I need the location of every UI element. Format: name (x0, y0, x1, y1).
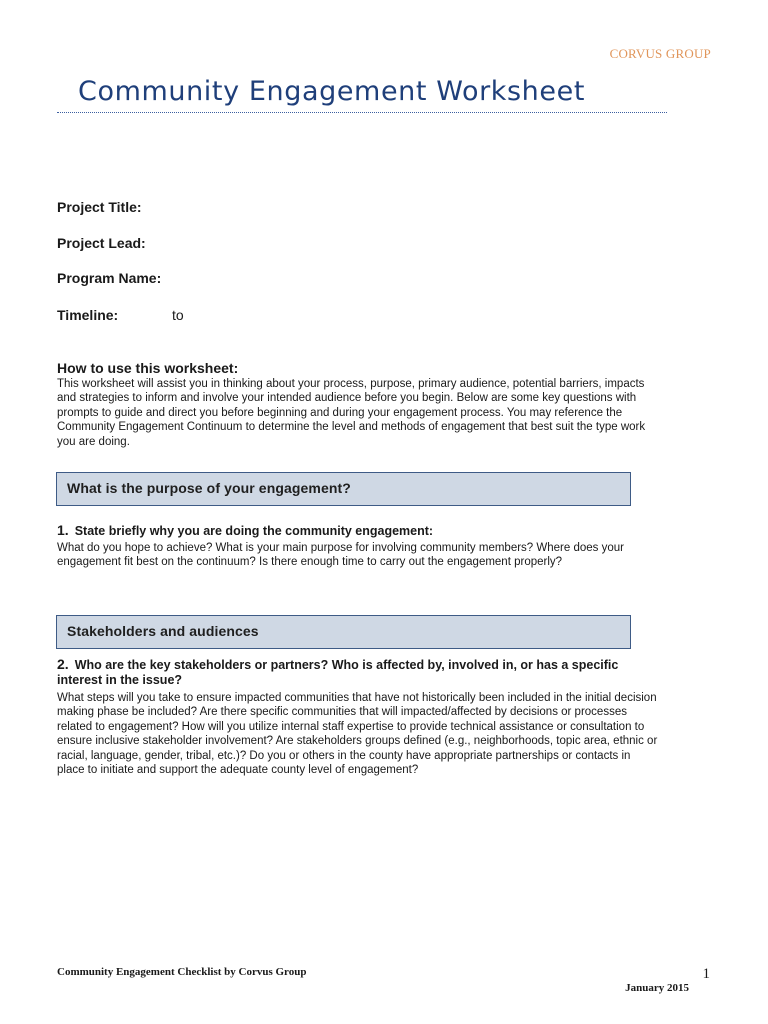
brand-name: CORVUS GROUP (609, 46, 711, 61)
question-2-line: What steps will you take to ensure impacted communities that have not historically been included in the initial decision (57, 692, 657, 704)
question-2-line: making phase be included? Are there specific communities that will impacted/affected by decisions or processes (57, 706, 627, 719)
document-title: Community Engagement Worksheet (78, 76, 586, 107)
question-2-line: racial, language, gender, tribal, etc.)? Do you or others in the county have appropriate partnerships or contacts in (57, 749, 631, 762)
timeline-label: Timeline: (57, 307, 119, 323)
howto-paragraph (57, 377, 711, 449)
question-1-heading (57, 523, 707, 539)
howto-heading: How to use this worksheet: (57, 360, 239, 376)
howto-line: Community Engagement Continuum to determine the level and methods of engagement that best suit the type work (57, 421, 646, 434)
timeline-to-label: to (172, 307, 184, 323)
question-2-line: related to engagement? How will you utilize internal staff expertise to provide technical assistance or consultation to (57, 720, 645, 733)
footer-document-name: Community Engagement Checklist by Corvus Group (57, 966, 307, 978)
question-1-line: What do you hope to achieve? What is your main purpose for involving community members? Where does your (57, 542, 624, 554)
question-1-paragraph (57, 541, 711, 570)
question-2-text-line1: Who are the key stakeholders or partners? Who is affected by, involved in, or has a specific (74, 658, 619, 672)
question-1-line: engagement fit best on the continuum? Is there enough time to carry out the engagement properly? (57, 556, 563, 569)
question-2-line: place to initiate and support the adequate county level of engagement? (57, 764, 419, 777)
title-divider (57, 112, 667, 113)
howto-line: and strategies to inform and involve your intended audience before you begin. Below are some key questions with (57, 392, 637, 405)
project-lead-label: Project Lead: (57, 235, 146, 251)
question-1-text: State briefly why you are doing the community engagement: (74, 524, 434, 538)
page-number: 1 (702, 966, 710, 982)
howto-line: This worksheet will assist you in thinking about your process, purpose, primary audience, potential barriers, impacts (57, 378, 645, 390)
howto-line: you are doing. (57, 435, 130, 448)
howto-line: prompts to guide and direct you before beginning and during your engagement process. You may reference the (57, 406, 623, 419)
question-2-heading (57, 657, 707, 688)
program-name-label: Program Name: (57, 270, 162, 286)
section-stakeholders-title: Stakeholders and audiences (67, 623, 259, 639)
question-2-paragraph (57, 691, 711, 777)
section-stakeholders-box (56, 615, 631, 649)
question-2-number: 2. (57, 656, 69, 672)
footer-date: January 2015 (625, 982, 689, 994)
question-1-number: 1. (57, 522, 69, 538)
project-title-label: Project Title: (57, 199, 142, 215)
section-purpose-title: What is the purpose of your engagement? (67, 480, 351, 496)
question-2-text-line2: interest in the issue? (57, 673, 183, 687)
section-purpose-box (56, 472, 631, 506)
question-2-line: ensure inclusive stakeholder involvement? Are stakeholders groups defined (e.g., neighborhoods, topic area, ethnic or (57, 735, 658, 748)
